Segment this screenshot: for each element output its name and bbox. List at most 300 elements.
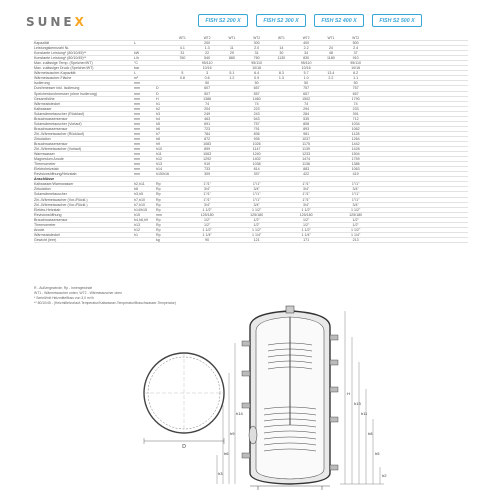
- row-unit: L: [134, 71, 136, 76]
- table-cell: [170, 162, 195, 166]
- table-cell: [170, 132, 195, 136]
- table-cell: [319, 198, 344, 202]
- row-unit: mm: [134, 162, 140, 167]
- table-cell: 1 1/2": [202, 227, 212, 232]
- row-unit: [134, 36, 156, 40]
- table-cell: [269, 192, 294, 196]
- row-unit: bar: [134, 66, 140, 71]
- table-cell: [220, 162, 245, 166]
- table-cell: 249: [204, 111, 211, 116]
- table-cell: 1037: [302, 136, 311, 141]
- table-cell: [269, 203, 294, 207]
- table-cell: [170, 198, 195, 202]
- table-cell: [195, 177, 220, 181]
- table-cell: [319, 86, 344, 90]
- row-label: Leistungskennzahl Nʟ: [34, 46, 69, 51]
- table-cell: 1128: [351, 131, 360, 136]
- table-cell: [220, 92, 245, 96]
- brand-logo: [26, 15, 87, 29]
- table-cell: 1"/1": [203, 182, 211, 187]
- row-unit: h15: [134, 212, 140, 217]
- row-label: Anode: [34, 227, 45, 232]
- height-label: h11: [361, 411, 368, 416]
- table-cell: [269, 172, 294, 176]
- table-cell: 37: [353, 51, 358, 56]
- table-cell: [269, 218, 294, 222]
- row-label: Magnesium Anode: [34, 157, 64, 162]
- table-cell: 910: [352, 56, 359, 61]
- model-header-300: FISH S2 300 X: [256, 14, 306, 27]
- table-cell: 74: [353, 101, 358, 106]
- row-unit: L: [134, 41, 136, 46]
- row-code: [156, 76, 170, 80]
- table-cell: 1442: [351, 141, 360, 146]
- height-label: h3: [218, 471, 223, 476]
- table-cell: 1 1/4": [202, 232, 212, 237]
- row-unit: mm: [134, 91, 140, 96]
- row-code: h12: [156, 157, 162, 162]
- model-header-200: FISH S2 200 X: [198, 14, 248, 27]
- table-cell: 3/4": [302, 202, 310, 207]
- table-cell: 121: [253, 237, 260, 242]
- row-code: [156, 46, 170, 50]
- table-cell: 1063: [203, 152, 212, 157]
- row-label: Elektroheizstab: [34, 167, 59, 172]
- row-unit: h12: [134, 227, 140, 232]
- table-cell: 400: [303, 41, 310, 46]
- row-unit: h14/h15: [134, 207, 147, 212]
- table-cell: 1/2": [203, 222, 211, 227]
- row-code: [156, 56, 170, 60]
- table-cell: WT2: [203, 36, 211, 40]
- table-cell: 1180: [327, 56, 335, 61]
- spec-table: [34, 36, 468, 243]
- row-label: Zirl.-Wärmetauscher (Vor-/Rückl.): [34, 202, 88, 207]
- table-cell: 1038: [252, 162, 261, 167]
- row-code: H: [156, 96, 159, 101]
- table-cell: 34: [304, 51, 309, 56]
- row-code: h3: [156, 111, 160, 116]
- table-cell: 830: [303, 56, 310, 61]
- table-cell: [269, 122, 294, 126]
- side-view: [242, 306, 338, 490]
- table-cell: [220, 142, 245, 146]
- table-cell: [269, 107, 294, 111]
- table-cell: 1/2": [302, 217, 310, 222]
- logo-text: SUNE: [26, 15, 75, 29]
- table-cell: [220, 117, 245, 121]
- row-code: [156, 71, 170, 75]
- table-cell: [319, 122, 344, 126]
- table-cell: WT2: [253, 36, 260, 40]
- height-label: h9: [230, 431, 235, 436]
- table-cell: 5.1: [229, 71, 235, 76]
- row-label: Revisionsöffnung: [34, 212, 62, 217]
- row-label: Zirl.-Wärmetauscher (Vorlauf): [34, 147, 82, 152]
- table-cell: 540: [204, 56, 211, 61]
- table-cell: 1.2: [229, 76, 235, 81]
- table-cell: [220, 233, 245, 237]
- row-label: Max. zulässige Temp. (Speicher/WT): [34, 61, 93, 66]
- table-cell: [269, 92, 294, 96]
- table-cell: [220, 66, 245, 70]
- table-cell: [269, 187, 294, 191]
- row-code: h4: [156, 116, 160, 121]
- table-cell: 1/2": [352, 217, 359, 222]
- table-cell: WT2: [302, 36, 310, 40]
- table-cell: [269, 182, 294, 186]
- table-cell: 1"/1": [351, 192, 360, 197]
- table-cell: [319, 41, 344, 45]
- table-cell: 1.3: [204, 46, 210, 51]
- table-cell: [269, 97, 294, 101]
- table-cell: [319, 203, 344, 207]
- table-cell: 981: [303, 131, 310, 136]
- row-label: Warmwasser: [34, 152, 55, 157]
- table-cell: [319, 233, 344, 237]
- table-cell: [319, 228, 344, 232]
- table-cell: 760: [253, 56, 260, 61]
- table-cell: 2.2: [303, 46, 309, 51]
- row-unit: h13: [134, 222, 140, 227]
- table-cell: 1"/1": [302, 192, 310, 197]
- table-cell: 10/16: [252, 66, 262, 71]
- table-cell: 50: [304, 81, 309, 86]
- height-label-H: H: [347, 391, 350, 396]
- table-cell: 125/180: [299, 212, 313, 217]
- table-cell: 1083: [203, 141, 212, 146]
- table-cell: 95/110: [251, 61, 262, 66]
- row-code: h10: [156, 147, 162, 152]
- row-unit: mm: [134, 101, 140, 106]
- table-cell: 1"/1": [252, 182, 261, 187]
- table-cell: 1175: [302, 141, 310, 146]
- row-unit: L/h: [134, 56, 139, 61]
- table-cell: 543: [253, 116, 260, 121]
- row-label: Brauchwassersensor: [34, 217, 68, 222]
- row-label: Zirkulation: [34, 187, 51, 192]
- table-cell: [319, 102, 344, 106]
- table-cell: [220, 223, 245, 227]
- table-cell: 1 1/4": [350, 232, 361, 237]
- table-cell: 893: [303, 126, 310, 131]
- table-cell: [269, 147, 294, 151]
- table-cell: [170, 167, 195, 171]
- row-code: h6: [156, 126, 160, 131]
- table-cell: 74: [304, 101, 309, 106]
- table-cell: 200: [204, 41, 211, 46]
- table-cell: [319, 142, 344, 146]
- table-cell: 535: [303, 116, 310, 121]
- row-unit: mm: [134, 121, 140, 126]
- row-unit: mm: [134, 81, 140, 86]
- table-cell: 657: [303, 91, 310, 96]
- row-code: [156, 51, 170, 55]
- table-cell: 3/4": [203, 187, 211, 192]
- row-label: Zirl.-Wärmetauscher (Rücklauf): [34, 131, 84, 136]
- table-cell: 1292: [203, 157, 212, 162]
- table-cell: [269, 152, 294, 156]
- row-label: Zirl.-Wärmetauscher (Vor-/Rückl.): [34, 197, 88, 202]
- footnote: * Seriell/mit Heizmittelfluss von 3,0 m³/h: [34, 296, 94, 300]
- table-cell: 14: [279, 46, 284, 51]
- row-code: kg: [156, 237, 160, 242]
- table-row: [34, 238, 468, 243]
- table-cell: 1 1/2": [350, 207, 361, 212]
- table-cell: 125/180: [349, 212, 363, 217]
- row-label: Kaltwasser: [34, 106, 52, 111]
- table-cell: [170, 142, 195, 146]
- row-unit: h2,h11: [134, 182, 145, 187]
- table-cell: [319, 238, 344, 242]
- row-code: [156, 66, 170, 70]
- table-cell: 757: [352, 86, 359, 91]
- table-cell: [343, 177, 368, 181]
- table-cell: 294: [303, 106, 310, 111]
- table-cell: 10/16: [351, 66, 361, 71]
- table-cell: 3/4": [253, 202, 260, 207]
- table-cell: 910: [204, 162, 211, 167]
- table-cell: 1790: [351, 96, 360, 101]
- table-cell: [220, 122, 245, 126]
- table-cell: [220, 177, 245, 181]
- table-cell: 1240: [252, 152, 261, 157]
- table-cell: 1/2": [352, 222, 359, 227]
- table-cell: 1 1/4": [251, 232, 262, 237]
- row-unit: kW: [134, 51, 140, 56]
- table-cell: 11: [230, 46, 234, 51]
- row-code: h14: [156, 167, 162, 172]
- table-cell: [170, 152, 195, 156]
- logo-x: X: [74, 15, 87, 29]
- row-label: Brauchwassersensor: [34, 126, 68, 131]
- table-cell: [220, 61, 245, 65]
- footnote: ** 80/10/45 - (Heizmittelvorlauf-Temperatur/Kaltwasser-Temperatur/Brauchwasser-Temperatur): [34, 301, 176, 305]
- table-cell: 125/180: [200, 212, 214, 217]
- table-cell: [244, 177, 269, 181]
- row-code: Rp: [156, 202, 161, 207]
- table-cell: 1"/1": [203, 197, 211, 202]
- row-code: Rp: [156, 187, 161, 192]
- table-cell: WT1: [228, 36, 236, 40]
- table-cell: 397: [253, 172, 260, 177]
- table-cell: [269, 66, 294, 70]
- row-code: Rp: [156, 197, 161, 202]
- table-cell: [319, 208, 344, 212]
- table-cell: [170, 117, 195, 121]
- table-cell: 784: [204, 131, 211, 136]
- table-cell: 1"/1": [252, 197, 261, 202]
- row-label: Anschlüsse: [34, 177, 55, 182]
- table-cell: 171: [303, 237, 310, 242]
- row-unit: mm: [134, 126, 140, 131]
- height-label: h14: [236, 411, 243, 416]
- row-label: Isolierung: [34, 81, 50, 86]
- table-cell: 13.4: [327, 71, 335, 76]
- table-cell: [170, 223, 195, 227]
- row-unit: °C: [134, 61, 139, 66]
- row-label: Max. zulässiger Druck (Speicher/WT): [34, 66, 94, 71]
- table-cell: 223: [253, 106, 260, 111]
- table-cell: [220, 213, 245, 217]
- table-cell: 1233: [302, 152, 311, 157]
- row-unit: mm: [134, 141, 140, 146]
- table-cell: [269, 112, 294, 116]
- table-cell: 500: [352, 41, 359, 46]
- table-cell: [269, 86, 294, 90]
- row-unit: h4,h6,h9: [134, 217, 148, 222]
- table-cell: [220, 228, 245, 232]
- table-cell: [170, 127, 195, 131]
- table-cell: [319, 127, 344, 131]
- table-cell: [220, 152, 245, 156]
- table-cell: [170, 147, 195, 151]
- table-cell: [220, 107, 245, 111]
- table-cell: 391: [352, 111, 359, 116]
- row-label: Gewicht (leer): [34, 237, 57, 242]
- table-cell: 10/16: [301, 66, 311, 71]
- table-cell: 8.3: [278, 71, 284, 76]
- table-cell: 1428: [351, 147, 360, 152]
- table-cell: 95/110: [300, 61, 312, 66]
- row-label: Konstante Leistung* (80/10/45)**: [34, 56, 87, 61]
- table-cell: [319, 187, 344, 191]
- table-cell: [170, 192, 195, 196]
- table-cell: [220, 198, 245, 202]
- table-cell: 22: [205, 51, 210, 56]
- table-cell: [269, 132, 294, 136]
- table-cell: 1026: [252, 141, 261, 146]
- table-cell: 1504: [351, 152, 360, 157]
- table-cell: 1 1/2": [202, 207, 212, 212]
- row-code: h1: [156, 101, 160, 106]
- row-unit: mm: [134, 116, 140, 121]
- table-cell: [319, 172, 344, 176]
- table-cell: [170, 41, 195, 45]
- table-cell: 836: [253, 131, 260, 136]
- table-cell: [269, 238, 294, 242]
- row-unit: h3,h5: [134, 192, 143, 197]
- table-cell: 1 1/2": [350, 227, 361, 232]
- table-cell: 6.4: [254, 71, 260, 76]
- table-cell: [269, 137, 294, 141]
- table-cell: [220, 208, 245, 212]
- row-unit: h8: [134, 187, 138, 192]
- table-cell: 757: [303, 86, 310, 91]
- table-cell: [319, 152, 344, 156]
- row-label: [34, 36, 134, 40]
- row-code: h15/h16: [156, 172, 169, 177]
- height-label: h8: [368, 431, 373, 436]
- table-cell: 24: [328, 46, 333, 51]
- table-cell: 125/180: [250, 212, 264, 217]
- table-cell: [269, 228, 294, 232]
- table-cell: 1460: [252, 96, 261, 101]
- row-unit: mm: [134, 86, 140, 91]
- row-code: [156, 81, 170, 85]
- table-cell: [319, 147, 344, 151]
- row-label: Elektro-Heizstab: [34, 207, 61, 212]
- table-cell: [269, 127, 294, 131]
- table-cell: [319, 182, 344, 186]
- table-cell: 1 1/2": [251, 227, 262, 232]
- table-cell: 50: [205, 81, 210, 86]
- table-cell: [294, 177, 319, 181]
- table-cell: [170, 172, 195, 176]
- table-cell: WT1: [327, 36, 335, 40]
- row-unit: mm: [134, 152, 140, 157]
- table-cell: [220, 81, 245, 85]
- table-cell: 760: [179, 56, 186, 61]
- table-cell: 2.2: [328, 76, 334, 81]
- table-cell: [170, 137, 195, 141]
- table-cell: [319, 92, 344, 96]
- table-cell: [170, 213, 195, 217]
- table-cell: 557: [253, 91, 260, 96]
- table-cell: 1 1/2": [301, 207, 311, 212]
- table-cell: [319, 107, 344, 111]
- row-unit: h1: [134, 232, 138, 237]
- row-label: Kapazität: [34, 41, 49, 46]
- row-label: Kaltwasser/Warmwasser: [34, 182, 74, 187]
- table-cell: [170, 238, 195, 242]
- row-code: h8: [156, 136, 160, 141]
- row-label: Zirkulation: [34, 136, 51, 141]
- table-cell: 4.1: [179, 46, 185, 51]
- table-cell: [319, 132, 344, 136]
- table-cell: [220, 132, 245, 136]
- row-label: Solarwärmetauscher (Vorlauf): [34, 121, 82, 126]
- row-code: h11: [156, 152, 162, 157]
- row-unit: [134, 238, 156, 242]
- table-cell: 1.3: [278, 76, 284, 81]
- table-cell: 1 1/2": [301, 227, 311, 232]
- table-cell: 880: [228, 56, 235, 61]
- table-cell: 712: [352, 116, 359, 121]
- table-cell: [170, 228, 195, 232]
- table-cell: 0.9: [254, 76, 260, 81]
- row-label: Konstante Leistung* (80/10/45)**: [34, 51, 87, 56]
- table-cell: [220, 102, 245, 106]
- height-label: h5: [375, 451, 380, 456]
- table-cell: [220, 238, 245, 242]
- table-cell: 3/4": [203, 202, 211, 207]
- row-code: Rp: [156, 222, 161, 227]
- table-cell: [170, 66, 195, 70]
- table-cell: 3/4": [253, 187, 260, 192]
- table-cell: 1"/1": [203, 192, 211, 197]
- table-cell: 10/16: [202, 66, 212, 71]
- table-cell: 657: [253, 86, 260, 91]
- row-unit: m²: [134, 76, 139, 81]
- table-cell: 899: [204, 147, 211, 152]
- row-code: h5: [156, 121, 160, 126]
- table-cell: [170, 61, 195, 65]
- row-label: Thermometer: [34, 222, 56, 227]
- table-cell: 507: [204, 91, 211, 96]
- row-label: Solarwärmetauscher (Rücklauf): [34, 111, 85, 116]
- table-cell: 95/110: [201, 61, 213, 66]
- table-cell: 1"/1": [302, 182, 310, 187]
- table-cell: [220, 86, 245, 90]
- table-cell: 1264: [351, 136, 360, 141]
- table-cell: 1 1/2": [251, 207, 262, 212]
- table-cell: [319, 112, 344, 116]
- table-cell: WT2: [352, 36, 359, 40]
- row-unit: h7,h10: [134, 202, 145, 207]
- table-cell: 50: [353, 81, 358, 86]
- table-cell: 757: [253, 121, 260, 126]
